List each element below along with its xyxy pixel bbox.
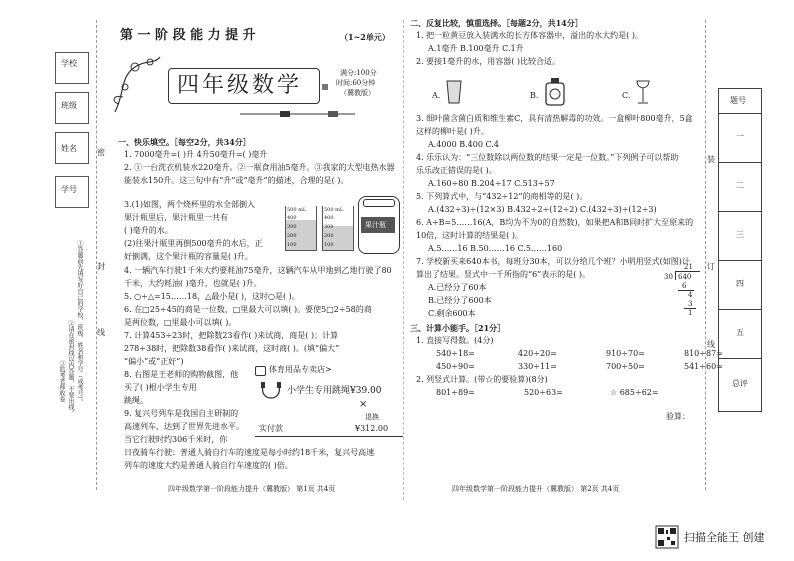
pen-decoration: [240, 108, 360, 122]
div-quotient: 21: [684, 263, 693, 271]
student-number-label: 学号: [61, 185, 77, 194]
p1-line-4: 果汁瓶里后，果汁瓶里一共有: [124, 213, 228, 222]
p2-q-line-13: A.5……16 B.50……16 C.5……160: [428, 244, 563, 253]
p2-q-line-8: A.160÷80 B.204÷17 C.513÷57: [428, 179, 555, 188]
p1-line-14: 278÷38时，把除数38看作( )来试商，这时商( )。(填“偏大”: [124, 344, 340, 353]
wine-glass-icon: [636, 80, 650, 106]
p1-line-15: “偏小”或“正好”): [124, 357, 184, 366]
beaker-2-mark-500: 500 mL: [324, 207, 344, 213]
exam-units: （1~2单元）: [340, 32, 390, 42]
name-field: [55, 132, 89, 164]
score-table: [718, 88, 762, 412]
score-row-0: [719, 114, 761, 163]
qr-code-icon: [656, 526, 678, 548]
p2-q-line-4: 这样的柳叶是( )升。: [416, 127, 489, 136]
p2-q-line-15: 算出了结果。竖式中一千所指的“6”表示的是( )。: [416, 270, 591, 279]
seal-char-feng: 封: [97, 262, 105, 271]
p1-line-20: 高速列车，达到了世界先进水平。: [124, 422, 244, 431]
jump-rope-icon: [259, 382, 283, 406]
calc1-r0-c3: 810÷87≈: [684, 349, 723, 358]
calc1-r1-c2: 700÷50=: [606, 362, 645, 371]
p1-line-22: 日夜骑车行驶：普通人骑自行车的速度是每小时约18千米，复兴号高速: [124, 448, 375, 457]
p2-q-line-14: 7. 学校新买来640本书，每班分30本，可以分给几个班？小明用竖式(如图)计: [416, 257, 690, 266]
div-remainder: 1: [688, 309, 693, 317]
p2-q-line-9: 5. 下列算式中，与“432÷12”的商相等的是( )。: [416, 192, 588, 201]
score-row-4-label: 五: [736, 328, 744, 337]
score-row-3-label: 四: [736, 279, 744, 288]
p2-q-line-0: 1. 把一粒黄豆放入装满水的长方体容器中，溢出的水大约是( )。: [416, 31, 643, 40]
shop-paid-label: 实付款: [259, 424, 283, 433]
calc1-r1-c0: 450÷90=: [436, 362, 475, 371]
beaker-1-mark-300: 300: [287, 224, 297, 230]
class-field: [55, 92, 89, 124]
option-a-label: A.: [432, 91, 441, 100]
score-row-1: [719, 163, 761, 212]
edition: （冀教版）: [340, 89, 375, 97]
p2-q-line-18: C.剩余600本: [428, 309, 476, 318]
score-head: 题号: [730, 96, 746, 105]
calc1-title: 1. 直接写得数。(4分): [416, 336, 494, 345]
note-3: ③监考老师收卷: [58, 360, 65, 402]
score-row-5-label: 总评: [732, 379, 748, 388]
div-divisor: 30: [664, 273, 673, 281]
full-score: 满分:100分: [340, 69, 377, 77]
vine-decoration: [105, 52, 175, 122]
student-number-field: [55, 176, 89, 208]
shop-multiply: ×: [359, 399, 368, 410]
center-fold-line: [403, 20, 404, 500]
cart-icon: [255, 366, 266, 376]
beaker-1-mark-200: 200: [287, 233, 297, 239]
juice-bottle-label: 果汁瓶: [365, 221, 386, 229]
p1-line-18: 跳绳。: [124, 396, 148, 405]
div-step3: 3: [688, 300, 693, 308]
exam-title: 第 一 阶 段 能 力 提 升: [120, 28, 256, 43]
p1-line-9: 千米，大约耗油( )毫升，也就是( )升。: [124, 279, 262, 288]
shop-paid-value: ¥312.00: [355, 424, 389, 433]
p2-q-line-17: B.已经分了600本: [428, 296, 492, 305]
calc2-item-2: ☆ 685÷62=: [610, 388, 659, 397]
calc1-r0-c0: 540÷18=: [436, 349, 475, 358]
score-row-1-label: 二: [736, 181, 744, 190]
div-step1: 6: [682, 282, 687, 290]
calc1-r1-c3: 541÷60≈: [684, 362, 723, 371]
calc2-item-0: 801÷89=: [436, 388, 475, 397]
p1-line-6: (2)往果汁瓶里再倒500毫升的水后，正: [124, 239, 263, 248]
p1-section-title: 一、快乐填空。［每空2分，共34分］: [118, 137, 251, 147]
shop-title: 体育用品专卖店>: [269, 365, 332, 374]
banner-square: [322, 84, 328, 90]
glass-cup-icon: [446, 80, 462, 104]
right-seal-char-0: 装: [707, 155, 715, 164]
shop-item: 小学生专用跳绳¥39.00: [287, 386, 382, 396]
p1-line-12: 是两位数，□里最小可以填( )。: [124, 318, 237, 327]
option-c-label: C.: [622, 91, 631, 100]
calc2-title: 2. 列竖式计算。(带☆的要验算)(8分): [416, 375, 548, 384]
p1-footer: 四年级数学第一阶段能力提升（冀教版） 第1页 共4页: [168, 485, 336, 493]
calc2-check-label: 验算：: [666, 412, 690, 421]
p1-line-10: 5. ○÷△=15……18，△最小是( )，这时○是( )。: [124, 292, 300, 301]
p2-section3-title: 三、计算小能手。［21分］: [410, 323, 506, 333]
subject-title: 四年级数学: [177, 73, 303, 98]
beaker-1-mark-400: 400: [287, 215, 297, 221]
p1-line-16: 8. 右图是王老师的购物截图，他: [124, 370, 239, 379]
p2-q-line-7: 乐乐改正错误的是( )。: [416, 166, 497, 175]
bottle-icon: [545, 78, 565, 106]
p2-q-line-10: A.(432÷3)÷(12×3) B.432÷2÷(12÷2) C.(432÷3)÷(12÷3): [428, 205, 657, 214]
div-bracket: [675, 271, 676, 280]
p1-line-19: 9. 复兴号列车是我国自主研制的: [124, 409, 239, 418]
p2-section2-title: 二、反复比较，慎重选择。［每题2分，共14分］: [410, 18, 583, 28]
subject-banner: [168, 68, 320, 104]
watermark-text: 扫描全能王 创建: [684, 531, 765, 544]
seal-char-mi: 密: [97, 148, 105, 157]
right-seal-char-2: 线: [707, 340, 715, 349]
p1-line-0: 1. 7000毫升=( )升 4升50毫升=( )毫升: [124, 150, 268, 159]
p1-line-21: 当它行驶时约306千米时，你: [124, 435, 228, 444]
p1-line-23: 列车的速度大约是普通人骑自行车速度的( )倍。: [124, 461, 293, 470]
calc1-r0-c2: 910÷70=: [606, 349, 645, 358]
score-row-2: [719, 212, 761, 261]
seal-line-left: [96, 20, 97, 490]
score-row-5: [719, 359, 761, 410]
note-2: ②请在密封线以内答题，不要出线。: [67, 320, 74, 416]
p1-line-2: 能装水150升。这三句中有“升”或“毫升”的描述，合理的是( )。: [124, 176, 349, 185]
beaker-2-mark-400: 400: [324, 215, 334, 221]
p2-q-line-16: A.已经分了60本: [428, 283, 487, 292]
seal-char-xian: 线: [97, 328, 105, 337]
shop-paid-underline: [255, 436, 403, 437]
p2-footer: 四年级数学第一阶段能力提升（冀教版） 第2页 共4页: [452, 485, 620, 493]
right-seal-char-1: 订: [707, 262, 715, 271]
beaker-1-mark-500: 500 mL: [287, 207, 307, 213]
note-1: ①答题前先填写好自己的学校、班级、姓名和学号（或考号）。: [76, 240, 83, 405]
p2-q-line-12: 10倍，这时计算的结果是( )。: [416, 231, 523, 240]
shopping-card: [255, 364, 403, 440]
score-row-2-label: 三: [736, 230, 744, 239]
p1-line-8: 4. 一辆汽车行驶1千米大约要耗油75毫升，这辆汽车从甲地到乙地行驶了80: [124, 266, 392, 275]
p2-q-line-6: 4. 乐乐认为：“三位数除以两位数的结果一定是一位数。”下列例子可以帮助: [416, 153, 679, 162]
p1-line-1: 2. ①一台洗衣机装水220毫升。②一瓶食用油5毫升。③我家的大型电热水器: [124, 163, 395, 172]
p1-line-5: ( )毫升的水。: [124, 226, 173, 235]
p2-q-line-11: 6. A÷B=5……16(A，B均为不为0的自然数)，如果把A和B同时扩大至原来的: [416, 218, 694, 227]
calc1-r0-c1: 420÷20=: [518, 349, 557, 358]
beaker-1-mark-100: 100: [287, 242, 297, 248]
p1-line-13: 7. 计算453÷23时，把除数23看作( )来试商，商是( )；计算: [124, 331, 339, 340]
p2-q-line-2: 2. 要接1毫升的水，用容器( )比较合适。: [416, 57, 561, 66]
p1-line-11: 6. 在□25÷45的商是一位数，□里最大可以填( )。要使5□2÷58的商: [124, 305, 372, 314]
div-dividend: 640: [678, 273, 692, 281]
option-b-label: B.: [530, 91, 539, 100]
p2-q-line-3: 3. 细叶菌含菌白质和维生素C，具有清热解毒的功效。一盒柳叶800毫升，5盒: [416, 114, 693, 123]
p2-q-line-5: A.4000 B.400 C.4: [428, 140, 499, 149]
class-label: 班级: [61, 101, 77, 110]
juice-bottle: [358, 196, 400, 254]
p1-line-17: 买了( )根小学生专用: [124, 383, 197, 392]
score-row-3: [719, 261, 761, 310]
div-step2: 4: [688, 291, 693, 299]
score-head-cell: [719, 89, 761, 114]
calc2-item-1: 520÷63=: [524, 388, 563, 397]
exam-time: 时间:60分钟: [336, 79, 376, 87]
score-row-4: [719, 310, 761, 359]
p1-line-7: 好倒满，这个果汁瓶的容量是( )升。: [124, 252, 253, 261]
school-label: 学校: [61, 59, 77, 68]
seal-line-right: [705, 20, 706, 490]
score-row-0-label: 一: [736, 132, 744, 141]
shop-return: 退换: [365, 413, 379, 421]
calc1-r1-c1: 330÷11=: [518, 362, 557, 371]
p1-line-3: 3.(1)如图，两个烧杯里的水全部倒入: [124, 200, 255, 209]
beaker-2-mark-200: 200: [324, 233, 334, 239]
school-field: [55, 52, 89, 84]
beaker-2-mark-100: 100: [324, 242, 334, 248]
name-label: 姓名: [61, 144, 77, 153]
p2-q-line-1: A.1毫升 B.100毫升 C.1升: [428, 44, 524, 53]
juice-bottle-cap: [363, 199, 395, 207]
beaker-2-mark-300: 300: [324, 224, 334, 230]
